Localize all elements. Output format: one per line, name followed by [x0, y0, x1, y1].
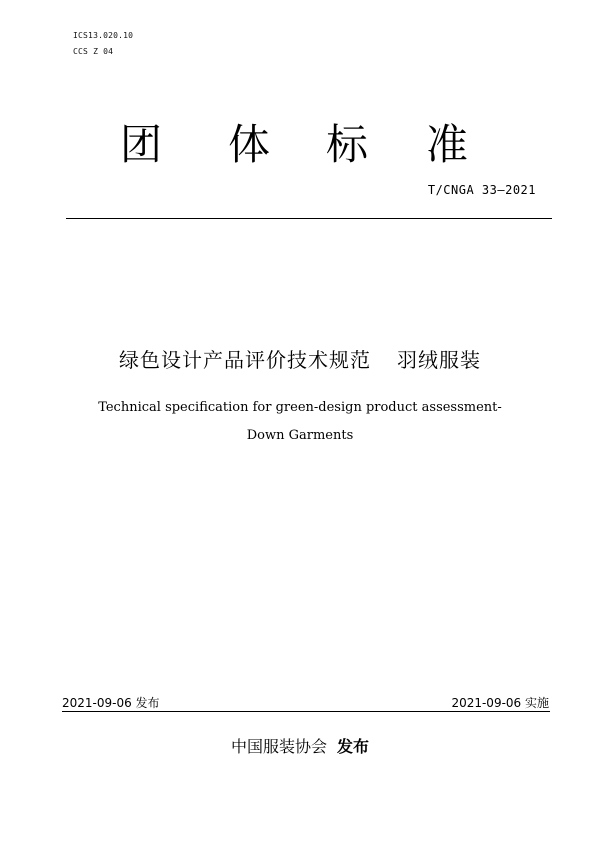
ics-code: ICS13.020.10 [73, 31, 134, 40]
issuer-org: 中国服装协会 [230, 737, 327, 756]
ccs-code: CCS Z 04 [73, 47, 114, 56]
heading-char-1: 团 [120, 120, 163, 169]
standard-number: T/CNGA 33—2021 [427, 183, 536, 197]
chinese-title [0, 344, 600, 373]
heading-char-2: 体 [228, 120, 271, 169]
top-divider [66, 218, 552, 219]
issuer-action: 发布 [337, 737, 370, 756]
english-title-line-2: Down Garments [246, 428, 354, 443]
implement-date: 2021-09-06 实施 [451, 696, 549, 710]
heading-char-3: 标 [326, 120, 369, 169]
bottom-divider [62, 711, 550, 712]
issuer [0, 734, 600, 757]
english-title-line-1: Technical specification for green-design product assessment- [98, 400, 502, 415]
publish-date: 2021-09-06 发布 [62, 696, 160, 710]
chinese-title-sub: 羽绒服装 [397, 348, 481, 372]
heading-char-4: 准 [426, 120, 469, 169]
chinese-title-main: 绿色设计产品评价技术规范 [119, 348, 371, 372]
group-standard-heading [0, 120, 600, 180]
